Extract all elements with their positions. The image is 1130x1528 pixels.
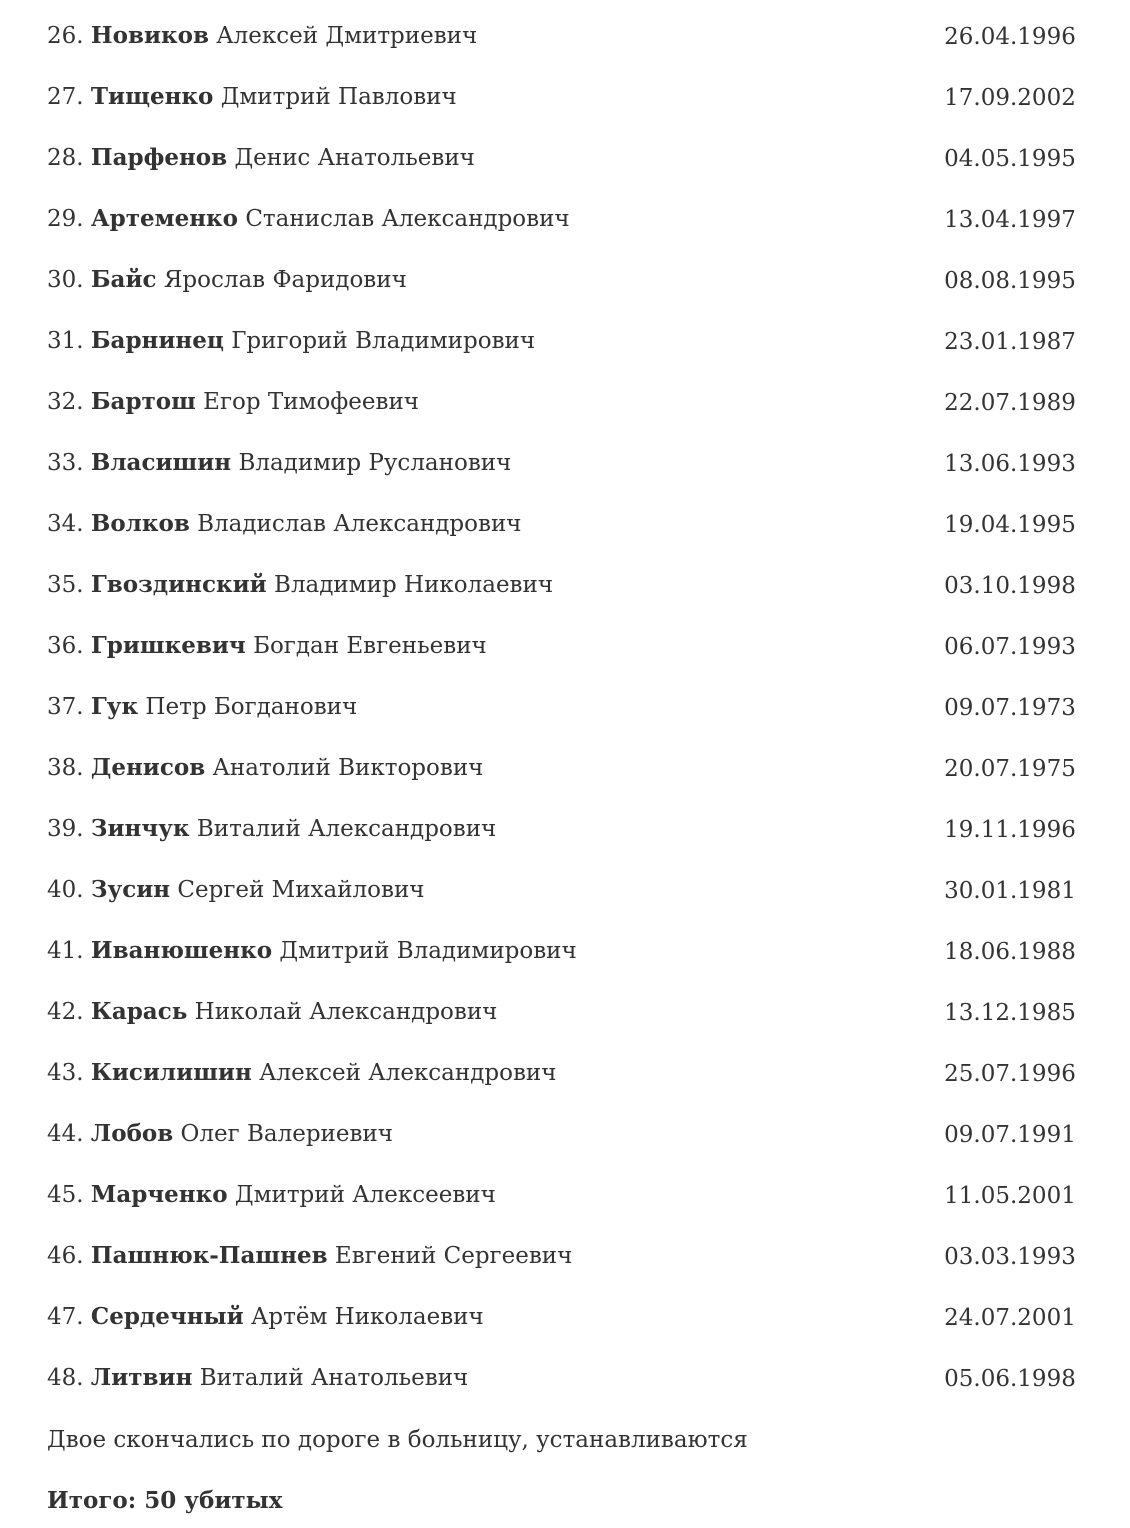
- item-number: 40.: [47, 877, 84, 904]
- person-name: [47, 144, 475, 173]
- birth-date: 06.07.1993: [944, 633, 1076, 660]
- person-given-names: Олег Валериевич: [180, 1121, 393, 1148]
- list-item: [47, 1165, 1090, 1226]
- item-number: 34.: [47, 511, 84, 538]
- item-number: 48.: [47, 1365, 84, 1392]
- list-item: [47, 311, 1090, 372]
- person-surname: Лобов: [90, 1120, 174, 1148]
- person-name: [47, 876, 425, 905]
- person-given-names: Владимир Николаевич: [274, 572, 554, 599]
- list-item: [47, 1226, 1090, 1287]
- person-name: [47, 1181, 496, 1210]
- item-number: 38.: [47, 755, 84, 782]
- person-given-names: Егор Тимофеевич: [203, 389, 419, 416]
- person-given-names: Анатолий Викторович: [212, 755, 484, 782]
- item-number: 39.: [47, 816, 84, 843]
- person-surname: Кисилишин: [90, 1059, 252, 1087]
- birth-date: 19.11.1996: [944, 816, 1076, 843]
- person-surname: Литвин: [90, 1364, 193, 1392]
- list-item: [47, 494, 1090, 555]
- item-number: 27.: [47, 84, 84, 111]
- list-item: [47, 616, 1090, 677]
- person-name: [47, 937, 577, 966]
- item-number: 47.: [47, 1304, 84, 1331]
- person-surname: Денисов: [90, 754, 206, 782]
- birth-date: 03.10.1998: [944, 572, 1076, 599]
- person-surname: Гришкевич: [90, 632, 246, 660]
- birth-date: 11.05.2001: [944, 1182, 1076, 1209]
- footer-total-row: [47, 1470, 1090, 1528]
- person-surname: Зинчук: [90, 815, 190, 843]
- list-item: [47, 128, 1090, 189]
- list-item: [47, 6, 1090, 67]
- person-name: [47, 632, 487, 661]
- list-item: [47, 982, 1090, 1043]
- list-item: [47, 1348, 1090, 1409]
- birth-date: 09.07.1973: [944, 694, 1076, 721]
- person-surname: Пашнюк-Пашнев: [90, 1242, 328, 1270]
- casualty-list: [47, 6, 1090, 1409]
- person-given-names: Евгений Сергеевич: [334, 1243, 573, 1270]
- item-number: 29.: [47, 206, 84, 233]
- list-item: [47, 860, 1090, 921]
- birth-date: 19.04.1995: [944, 511, 1076, 538]
- person-given-names: Алексей Дмитриевич: [216, 23, 478, 50]
- birth-date: 13.06.1993: [944, 450, 1076, 477]
- list-item: [47, 433, 1090, 494]
- item-number: 46.: [47, 1243, 84, 1270]
- person-given-names: Николай Александрович: [194, 999, 498, 1026]
- person-surname: Артеменко: [90, 205, 238, 233]
- person-given-names: Сергей Михайлович: [177, 877, 425, 904]
- list-item: [47, 921, 1090, 982]
- birth-date: 18.06.1988: [944, 938, 1076, 965]
- item-number: 26.: [47, 23, 84, 50]
- item-number: 31.: [47, 328, 84, 355]
- birth-date: 22.07.1989: [944, 389, 1076, 416]
- birth-date: 03.03.1993: [944, 1243, 1076, 1270]
- list-item: [47, 189, 1090, 250]
- item-number: 44.: [47, 1121, 84, 1148]
- person-name: [47, 1303, 484, 1332]
- item-number: 35.: [47, 572, 84, 599]
- person-given-names: Алексей Александрович: [259, 1060, 557, 1087]
- birth-date: 04.05.1995: [944, 145, 1076, 172]
- person-name: [47, 1364, 468, 1393]
- person-name: [47, 22, 477, 51]
- birth-date: 20.07.1975: [944, 755, 1076, 782]
- person-name: [47, 693, 357, 722]
- item-number: 37.: [47, 694, 84, 721]
- list-item: [47, 250, 1090, 311]
- person-name: [47, 1242, 572, 1271]
- person-given-names: Владимир Русланович: [238, 450, 512, 477]
- birth-date: 30.01.1981: [944, 877, 1076, 904]
- item-number: 42.: [47, 999, 84, 1026]
- person-name: [47, 1120, 393, 1149]
- birth-date: 23.01.1987: [944, 328, 1076, 355]
- person-given-names: Владислав Александрович: [197, 511, 522, 538]
- birth-date: 09.07.1991: [944, 1121, 1076, 1148]
- person-surname: Иванюшенко: [90, 937, 273, 965]
- birth-date: 13.04.1997: [944, 206, 1076, 233]
- person-surname: Гук: [90, 693, 139, 721]
- person-name: [47, 998, 497, 1027]
- birth-date: 25.07.1996: [944, 1060, 1076, 1087]
- item-number: 36.: [47, 633, 84, 660]
- list-item: [47, 738, 1090, 799]
- person-given-names: Станислав Александрович: [245, 206, 570, 233]
- person-surname: Марченко: [90, 1181, 228, 1209]
- list-item: [47, 1287, 1090, 1348]
- person-given-names: Григорий Владимирович: [231, 328, 536, 355]
- person-name: [47, 449, 511, 478]
- person-surname: Волков: [90, 510, 190, 538]
- person-name: [47, 1059, 556, 1088]
- list-item: [47, 677, 1090, 738]
- person-given-names: Ярослав Фаридович: [163, 267, 407, 294]
- birth-date: 08.08.1995: [944, 267, 1076, 294]
- person-surname: Барнинец: [90, 327, 224, 355]
- list-item: [47, 372, 1090, 433]
- person-surname: Сердечный: [90, 1303, 244, 1331]
- person-given-names: Виталий Александрович: [196, 816, 497, 843]
- person-name: [47, 388, 419, 417]
- person-surname: Парфенов: [90, 144, 228, 172]
- person-given-names: Петр Богданович: [145, 694, 358, 721]
- footer-note: Двое скончались по дороге в больницу, устанавливаются: [47, 1426, 748, 1453]
- footer-note-row: [47, 1409, 1090, 1470]
- item-number: 28.: [47, 145, 84, 172]
- person-given-names: Дмитрий Алексеевич: [234, 1182, 496, 1209]
- person-surname: Тищенко: [90, 83, 214, 111]
- item-number: 45.: [47, 1182, 84, 1209]
- person-surname: Бартош: [90, 388, 196, 416]
- item-number: 43.: [47, 1060, 84, 1087]
- birth-date: 26.04.1996: [944, 23, 1076, 50]
- list-item: [47, 1043, 1090, 1104]
- person-name: [47, 205, 570, 234]
- total-count: Итого: 50 убитых: [47, 1487, 283, 1514]
- item-number: 32.: [47, 389, 84, 416]
- person-given-names: Денис Анатольевич: [234, 145, 475, 172]
- person-given-names: Виталий Анатольевич: [199, 1365, 469, 1392]
- list-item: [47, 67, 1090, 128]
- list-item: [47, 799, 1090, 860]
- person-surname: Карась: [90, 998, 188, 1026]
- list-item: [47, 1104, 1090, 1165]
- person-surname: Власишин: [90, 449, 232, 477]
- person-given-names: Дмитрий Владимирович: [279, 938, 577, 965]
- person-name: [47, 327, 535, 356]
- person-given-names: Богдан Евгеньевич: [253, 633, 487, 660]
- item-number: 30.: [47, 267, 84, 294]
- person-name: [47, 815, 496, 844]
- item-number: 41.: [47, 938, 84, 965]
- person-surname: Гвоздинский: [90, 571, 267, 599]
- person-name: [47, 754, 483, 783]
- person-given-names: Артём Николаевич: [250, 1304, 484, 1331]
- person-name: [47, 510, 521, 539]
- birth-date: 17.09.2002: [944, 84, 1076, 111]
- person-surname: Зусин: [90, 876, 171, 904]
- birth-date: 13.12.1985: [944, 999, 1076, 1026]
- birth-date: 24.07.2001: [944, 1304, 1076, 1331]
- person-given-names: Дмитрий Павлович: [220, 84, 457, 111]
- item-number: 33.: [47, 450, 84, 477]
- birth-date: 05.06.1998: [944, 1365, 1076, 1392]
- person-surname: Байс: [90, 266, 157, 294]
- person-name: [47, 266, 407, 295]
- person-name: [47, 571, 553, 600]
- person-name: [47, 83, 457, 112]
- list-item: [47, 555, 1090, 616]
- person-surname: Новиков: [90, 22, 209, 50]
